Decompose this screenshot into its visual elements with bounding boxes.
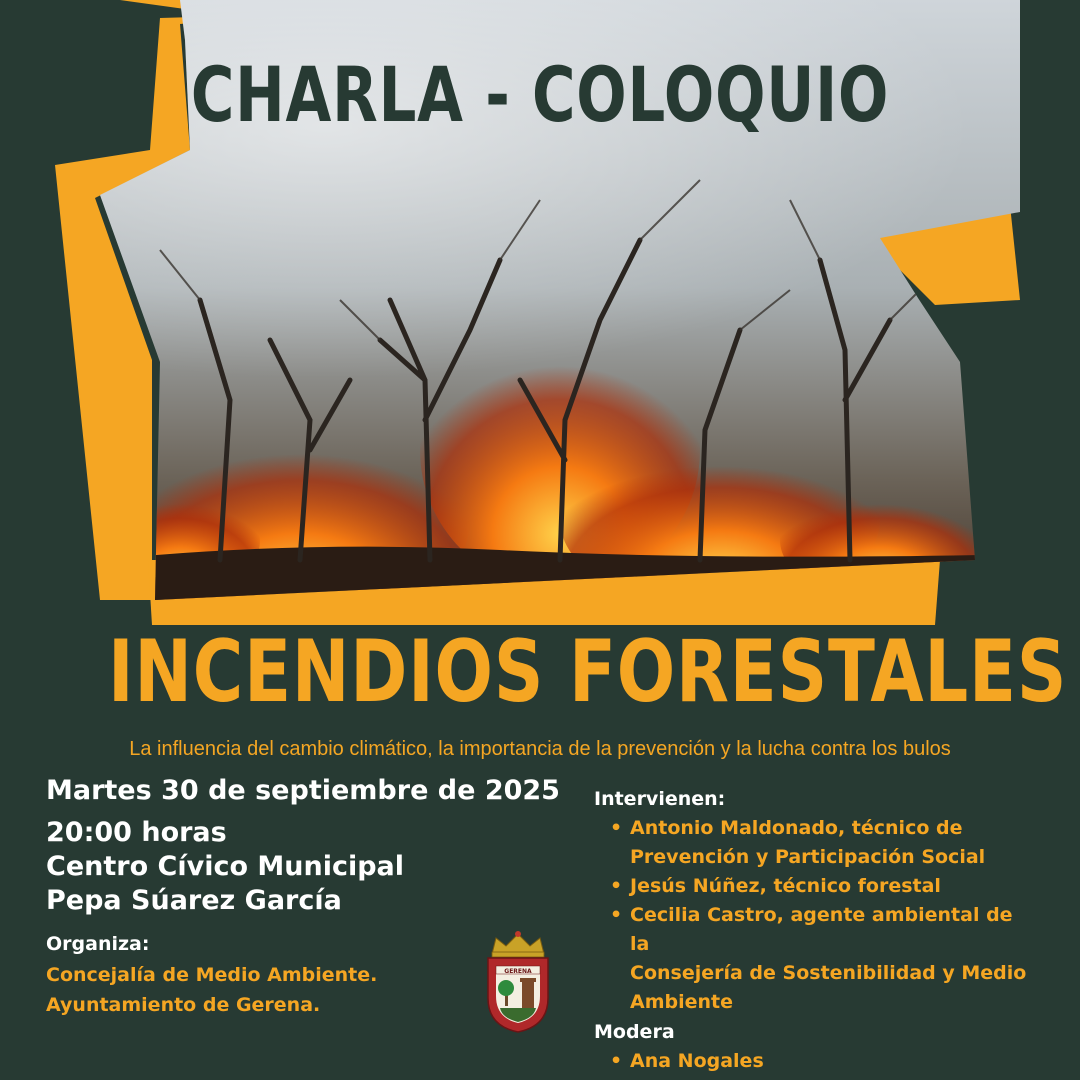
- event-title: INCENDIOS FORESTALES: [108, 622, 1068, 722]
- headline: CHARLA - COLOQUIO: [190, 50, 890, 139]
- speakers-label: Intervienen:: [594, 788, 726, 810]
- event-time: 20:00 horas: [46, 817, 227, 848]
- organizer-line: Concejalía de Medio Ambiente.: [46, 964, 378, 986]
- speakers-list: [594, 814, 1034, 1017]
- speaker-item: [630, 901, 1034, 1017]
- speaker-line: Prevención y Participación Social: [630, 846, 986, 868]
- organizer-label: Organiza:: [46, 933, 150, 955]
- venue-line: Pepa Súarez García: [46, 885, 342, 916]
- speaker-item: [630, 814, 1034, 872]
- speaker-line: Ambiente: [630, 991, 733, 1013]
- speaker-line: • Antonio Maldonado, técnico de: [630, 817, 963, 839]
- moderator-item: • Ana Nogales: [630, 1047, 1034, 1076]
- gerena-coat-of-arms-icon: [476, 930, 560, 1034]
- event-subtitle: La influencia del cambio climático, la importancia de la prevención y la lucha contra los bulos: [129, 738, 951, 760]
- speaker-line: • Jesús Núñez, técnico forestal: [630, 875, 941, 897]
- moderator-label: Modera: [594, 1021, 675, 1043]
- organizer-line: Ayuntamiento de Gerena.: [46, 994, 321, 1016]
- speakers-panel: [594, 786, 1034, 1078]
- speaker-item: [630, 872, 1034, 901]
- venue-line: Centro Cívico Municipal: [46, 851, 405, 882]
- crest-text: GERENA: [504, 968, 532, 975]
- event-date: Martes 30 de septiembre de 2025: [46, 775, 560, 806]
- event-venue: [46, 850, 404, 918]
- organizer-list: [46, 960, 377, 1020]
- speaker-line: • Cecilia Castro, agente ambiental de la: [630, 904, 1013, 955]
- moderator-list: [594, 1047, 1034, 1076]
- speaker-line: Consejería de Sostenibilidad y Medio: [630, 962, 1027, 984]
